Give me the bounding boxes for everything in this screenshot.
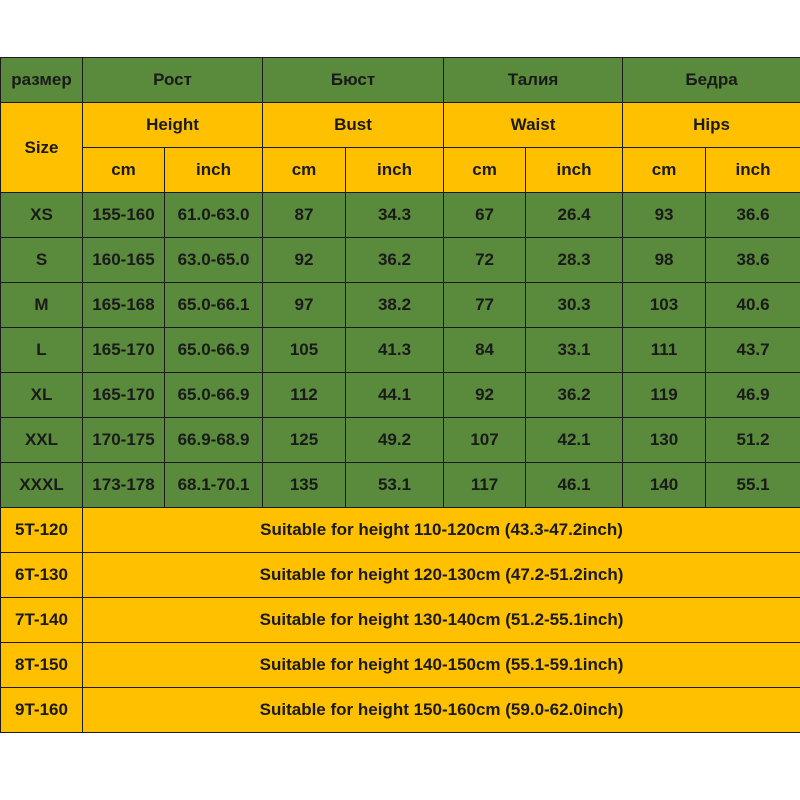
header-ru-hips: Бедра [623, 58, 800, 103]
cell-waist-in: 36.2 [526, 373, 623, 418]
cell-waist-cm: 107 [444, 418, 526, 463]
cell-bust-cm: 125 [263, 418, 346, 463]
cell-bust-cm: 105 [263, 328, 346, 373]
cell-size: XXL [1, 418, 83, 463]
cell-hips-in: 43.7 [706, 328, 800, 373]
header-ru-size: размер [1, 58, 83, 103]
size-row [1, 283, 800, 328]
cell-waist-in: 33.1 [526, 328, 623, 373]
size-row [1, 373, 800, 418]
cell-waist-in: 42.1 [526, 418, 623, 463]
size-chart-table [0, 57, 800, 733]
header-ru-bust: Бюст [263, 58, 444, 103]
cell-size: S [1, 238, 83, 283]
cell-hips-in: 38.6 [706, 238, 800, 283]
cell-hips-cm: 140 [623, 463, 706, 508]
kids-note: Suitable for height 130-140cm (51.2-55.1inch) [83, 598, 800, 643]
unit-inch: inch [165, 148, 263, 193]
cell-size: XXXL [1, 463, 83, 508]
cell-waist-cm: 92 [444, 373, 526, 418]
cell-waist-cm: 77 [444, 283, 526, 328]
cell-waist-in: 46.1 [526, 463, 623, 508]
cell-height-in: 68.1-70.1 [165, 463, 263, 508]
kids-row [1, 553, 800, 598]
cell-hips-cm: 130 [623, 418, 706, 463]
kids-size: 9T-160 [1, 688, 83, 733]
header-en-bust: Bust [263, 103, 444, 148]
cell-height-cm: 165-170 [83, 328, 165, 373]
cell-height-cm: 165-170 [83, 373, 165, 418]
cell-hips-in: 46.9 [706, 373, 800, 418]
size-row [1, 238, 800, 283]
cell-bust-in: 53.1 [346, 463, 444, 508]
header-en-waist: Waist [444, 103, 623, 148]
cell-size: M [1, 283, 83, 328]
cell-hips-in: 36.6 [706, 193, 800, 238]
cell-hips-cm: 111 [623, 328, 706, 373]
cell-height-cm: 170-175 [83, 418, 165, 463]
unit-inch: inch [346, 148, 444, 193]
header-en-size: Size [1, 103, 83, 193]
cell-height-cm: 155-160 [83, 193, 165, 238]
kids-size: 6T-130 [1, 553, 83, 598]
unit-cm: cm [623, 148, 706, 193]
cell-bust-in: 41.3 [346, 328, 444, 373]
header-en-hips: Hips [623, 103, 800, 148]
kids-row [1, 643, 800, 688]
unit-cm: cm [263, 148, 346, 193]
cell-waist-cm: 67 [444, 193, 526, 238]
cell-height-cm: 160-165 [83, 238, 165, 283]
kids-note: Suitable for height 150-160cm (59.0-62.0inch) [83, 688, 800, 733]
header-row-ru [1, 58, 800, 103]
size-row [1, 418, 800, 463]
cell-bust-in: 49.2 [346, 418, 444, 463]
kids-note: Suitable for height 110-120cm (43.3-47.2inch) [83, 508, 800, 553]
cell-height-in: 65.0-66.9 [165, 328, 263, 373]
cell-height-in: 65.0-66.1 [165, 283, 263, 328]
cell-size: XS [1, 193, 83, 238]
cell-hips-in: 55.1 [706, 463, 800, 508]
header-ru-waist: Талия [444, 58, 623, 103]
cell-bust-cm: 97 [263, 283, 346, 328]
cell-bust-in: 34.3 [346, 193, 444, 238]
cell-waist-cm: 117 [444, 463, 526, 508]
cell-height-cm: 173-178 [83, 463, 165, 508]
cell-hips-cm: 103 [623, 283, 706, 328]
size-row [1, 328, 800, 373]
cell-hips-in: 51.2 [706, 418, 800, 463]
cell-height-in: 63.0-65.0 [165, 238, 263, 283]
kids-size: 5T-120 [1, 508, 83, 553]
kids-row [1, 508, 800, 553]
cell-waist-in: 30.3 [526, 283, 623, 328]
cell-waist-in: 28.3 [526, 238, 623, 283]
kids-note: Suitable for height 120-130cm (47.2-51.2inch) [83, 553, 800, 598]
cell-bust-cm: 92 [263, 238, 346, 283]
cell-height-in: 66.9-68.9 [165, 418, 263, 463]
unit-inch: inch [526, 148, 623, 193]
cell-bust-in: 38.2 [346, 283, 444, 328]
header-ru-height: Рост [83, 58, 263, 103]
unit-row [1, 148, 800, 193]
cell-bust-cm: 135 [263, 463, 346, 508]
kids-size: 7T-140 [1, 598, 83, 643]
cell-size: L [1, 328, 83, 373]
cell-bust-in: 44.1 [346, 373, 444, 418]
unit-inch: inch [706, 148, 800, 193]
kids-note: Suitable for height 140-150cm (55.1-59.1inch) [83, 643, 800, 688]
header-row-en [1, 103, 800, 148]
size-row [1, 463, 800, 508]
cell-height-in: 61.0-63.0 [165, 193, 263, 238]
cell-bust-cm: 112 [263, 373, 346, 418]
unit-cm: cm [83, 148, 165, 193]
unit-cm: cm [444, 148, 526, 193]
cell-bust-cm: 87 [263, 193, 346, 238]
cell-hips-cm: 119 [623, 373, 706, 418]
cell-bust-in: 36.2 [346, 238, 444, 283]
kids-size: 8T-150 [1, 643, 83, 688]
cell-hips-cm: 93 [623, 193, 706, 238]
kids-row [1, 598, 800, 643]
kids-row [1, 688, 800, 733]
cell-hips-cm: 98 [623, 238, 706, 283]
cell-height-in: 65.0-66.9 [165, 373, 263, 418]
size-row [1, 193, 800, 238]
cell-waist-cm: 84 [444, 328, 526, 373]
cell-hips-in: 40.6 [706, 283, 800, 328]
cell-waist-cm: 72 [444, 238, 526, 283]
cell-height-cm: 165-168 [83, 283, 165, 328]
cell-waist-in: 26.4 [526, 193, 623, 238]
header-en-height: Height [83, 103, 263, 148]
cell-size: XL [1, 373, 83, 418]
